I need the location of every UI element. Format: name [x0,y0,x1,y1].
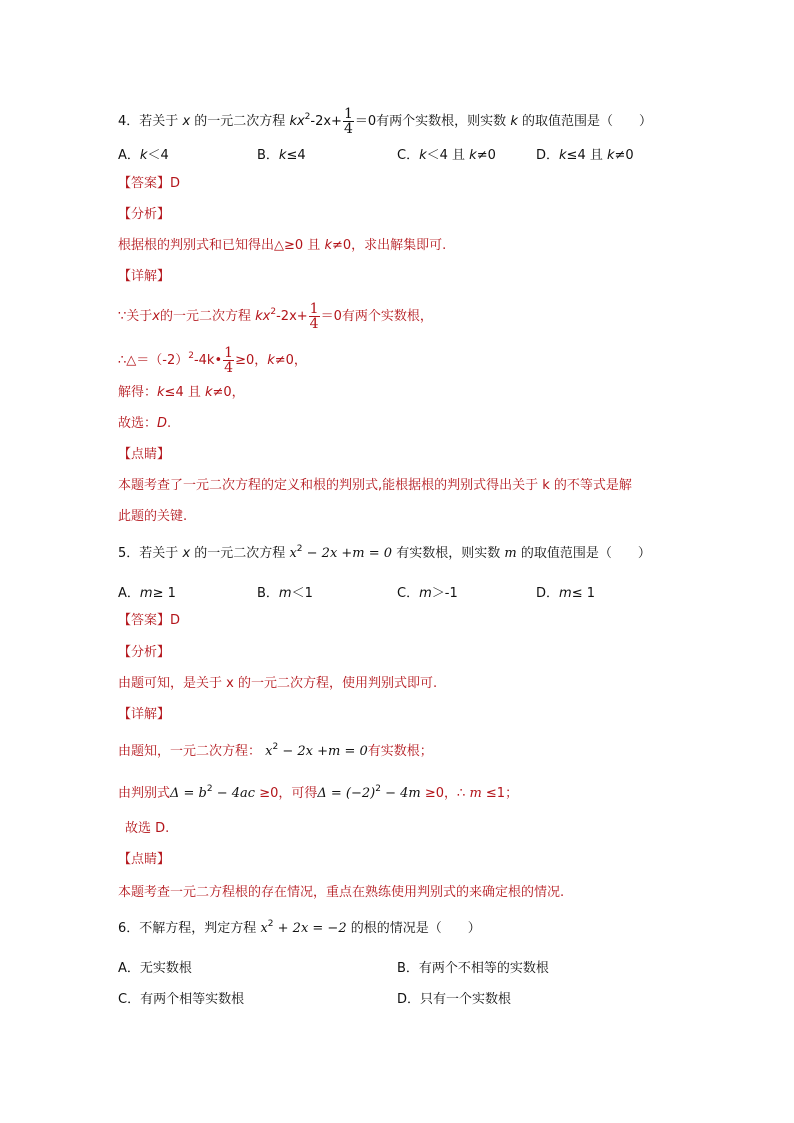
q4-detail-line4: 故选：D. [118,416,172,431]
q4-comment-line2: 此题的关键. [118,509,188,524]
q4-analysis-heading: 【分析】 [118,207,171,222]
q4-stem: 4．若关于 x 的一元二次方程 $kx^2-2x+$ $\frac{1}{4}$ ＝0有两个实数根，则实数 k 的取值范围是（ ） [118,106,653,137]
q6-option-a: A．无实数根 [118,961,192,976]
q5-analysis: 由题可知，是关于 x 的一元二次方程，使用判别式即可. [118,676,438,691]
q5-analysis-heading: 【分析】 [118,645,171,660]
q5-option-b: B．m＜1 [257,586,313,601]
q5-answer: 【答案】D [118,613,181,628]
q6-option-b: B．有两个不相等的实数根 [397,961,549,976]
q4-detail-heading: 【详解】 [118,269,171,284]
q5-stem: 5．若关于 x 的一元二次方程 $x^2 - 2x +m = 0$ 有实数根，则实数 m 的取值范围是（ ） [118,544,651,561]
q5-detail-heading: 【详解】 [118,707,171,722]
q5-detail-line3: 故选 D. [125,821,170,836]
q4-detail-line1: ∵关于x的一元二次方程 $kx^2-2x+$ $\frac{1}{4}$ ＝0有两个实数根， [118,301,433,332]
q4-option-c: C．k＜4 且 k≠0 [397,148,496,163]
q4-fraction: $\frac{1}{4}$ [343,106,353,137]
q6-option-c: C．有两个相等实数根 [118,992,245,1007]
q5-detail-line1: 由题知，一元二次方程： $x^2 - 2x +m = 0$有实数根； [118,742,433,759]
q5-option-c: C．m＞-1 [397,586,458,601]
q4-option-a: A．k＜4 [118,148,169,163]
q4-detail-line3: 解得：k≤4 且 k≠0， [118,385,245,400]
q4-detail-fraction: $\frac{1}{4}$ [309,301,319,332]
q4-detail-fraction-2: $\frac{1}{4}$ [224,345,234,376]
q4-analysis: 根据根的判别式和已知得出△≥0 且 k≠0，求出解集即可. [118,238,447,253]
q5-detail-line2: 由判别式$\Delta = b^2 - 4ac \ge 0$，可得$\Delta = (-2)^2 - 4m \ge 0$，∴ m ≤1； [118,784,519,801]
q4-comment-line1: 本题考查了一元二次方程的定义和根的判别式,能根据根的判别式得出关于 k 的不等式是解 [118,478,632,493]
q5-comment: 本题考查一元二方程根的存在情况，重点在熟练使用判别式的来确定根的情况. [118,885,565,900]
q4-option-d: D．k≤4 且 k≠0 [536,148,634,163]
q4-answer: 【答案】D [118,176,181,191]
q6-option-d: D．只有一个实数根 [397,992,512,1007]
q4-detail-line2: $\therefore\triangle=(-2)^2-4k•$ $\frac{1}{4}$ ≥0，k≠0， [118,345,307,376]
q4-option-b: B．k≤4 [257,148,306,163]
q4-comment-heading: 【点睛】 [118,447,171,462]
q5-comment-heading: 【点睛】 [118,852,171,867]
q6-stem: 6．不解方程，判定方程 $x^2 + 2x = -2$ 的根的情况是（ ） [118,919,481,936]
q5-option-a: A．m≥ 1 [118,586,176,601]
q5-option-d: D．m≤ 1 [536,586,595,601]
